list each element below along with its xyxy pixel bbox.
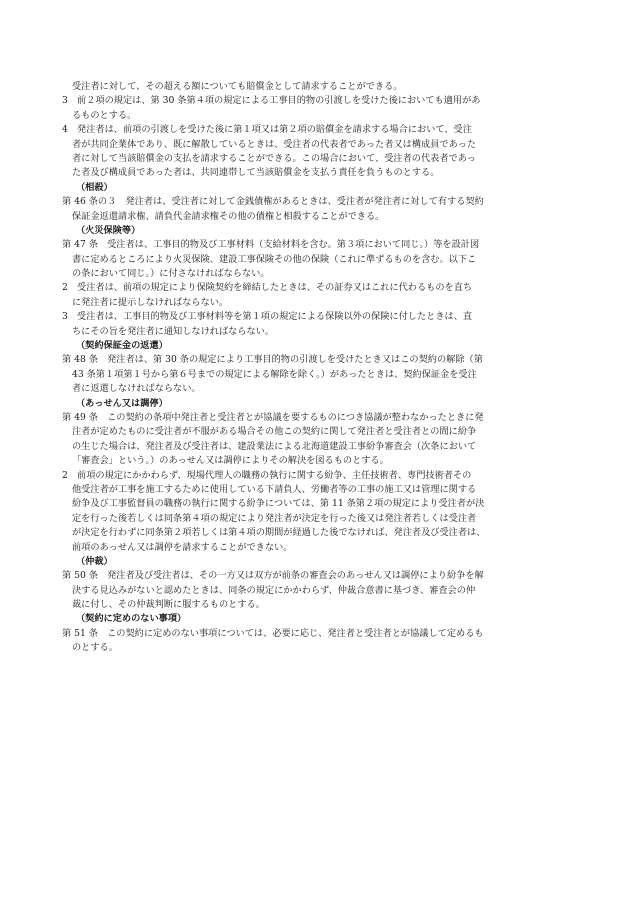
text-line: 前項のあっせん又は調停を請求することができない。	[72, 541, 293, 553]
article-51: 第 51 条 この契約に定めのない事項については、必要に応じ、発注者と受注者とが協議して定めるも	[62, 627, 484, 639]
text-line: 受注者に対して、その超える額についても賠償金として請求することができる。	[72, 81, 403, 92]
text-line: た者及び構成員であった者は、共同連帯して当該賠償金を支払う責任を負うものとする。	[72, 167, 440, 179]
text-line: 「審査会」という。）のあっせん又は調停によりその解決を図るものとする。	[72, 455, 389, 467]
text-line: 者に対して当該賠償金の支払を請求することができる。この場合において、受注者の代表者であっ	[72, 152, 476, 164]
text-line: 43 条第１項第１号から第６号までの規定による解除を除く。）があったときは、契約保証金を受注	[72, 368, 477, 380]
paragraph-2: 2 受注者は、前項の規定により保険契約を締結したときは、その証券又はこれに代わるものを直ち	[62, 282, 473, 294]
text-line: に発注者に提示しなければならない。	[72, 296, 229, 308]
text-line: の条において同じ。）に付さなければならない。	[72, 268, 270, 280]
paragraph-3: 3 前２項の規定は、第 30 条第４項の規定による工事目的物の引渡しを受けた後においても適用があ	[62, 95, 481, 107]
section-heading-undefined-matters: （契約に定めのない事項）	[76, 613, 187, 625]
text-line: 定を行った後若しくは同条第４項の規定により発注者が決定を行った後又は発注者若しくは受注者	[72, 512, 477, 524]
text-line: るものとする。	[72, 109, 137, 121]
article-47: 第 47 条 受注者は、工事目的物及び工事材料（支給材料を含む。第３項において同じ。）等を設計図	[62, 239, 480, 251]
text-line: のとする。	[72, 642, 118, 654]
text-line: ちにその旨を発注者に通知しなければならない。	[72, 325, 275, 337]
section-heading-sousai: （相殺）	[76, 181, 113, 193]
text-line: 裁に付し、その仲裁判断に服するものとする。	[72, 599, 265, 611]
text-line: 者が共同企業体であり、既に解散しているときは、受注者の代表者であった者又は構成員であった	[72, 138, 477, 150]
text-line: が決定を行わずに同条第２項若しくは第４項の期間が経過した後でなければ、発注者及び受注者は、	[72, 527, 486, 539]
text-line: 決する見込みがないと認めたときは、同条の規定にかかわらず、仲裁合意書に基づき、審査会の仲	[72, 584, 476, 596]
text-line: 書に定めるところにより火災保険、建設工事保険その他の保険（これに準ずるものを含む。以下こ	[72, 253, 477, 265]
article-46-3: 第 46 条の３ 発注者は、受注者に対して金銭債権があるときは、受注者が発注者に対して有する契約	[62, 196, 484, 208]
text-line: の生じた場合は、発注者及び受注者は、建設業法による北海道建設工事紛争審査会（次条において	[72, 440, 477, 452]
article-50: 第 50 条 発注者及び受注者は、その一方又は双方が前条の審査会のあっせん又は調停により紛争を解	[62, 570, 484, 582]
article-49: 第 49 条 この契約の条項中発注者と受注者とが協議を要するものにつき協議が整わなかったときに発	[62, 411, 484, 423]
paragraph-3: 3 受注者は、工事目的物及び工事材料等を第１項の規定による保険以外の保険に付したときは、直	[62, 311, 473, 323]
section-heading-arbitration: （仲裁）	[76, 555, 113, 567]
paragraph-2: 2 前項の規定にかかわらず、現場代理人の職務の執行に関する紛争、主任技術者、専門技術者その	[62, 469, 472, 481]
text-line: 注者が定めたものに受注者が不服がある場合その他この契約に関して発注者と受注者との間に紛争	[72, 426, 477, 438]
text-line: 紛争及び工事監督員の職務の執行に関する紛争については、第 11 条第２項の規定により受注者が決	[72, 498, 485, 510]
section-heading-mediation: （あっせん又は調停）	[76, 397, 168, 409]
article-48: 第 48 条 発注者は、第 30 条の規定により工事目的物の引渡しを受けたとき又はこの契約の解除（第	[62, 354, 483, 366]
section-heading-deposit-return: （契約保証金の返還）	[76, 340, 168, 352]
section-heading-fire-insurance: （火災保険等）	[76, 224, 141, 236]
text-line: 保証金返還請求権、請負代金請求権その他の債権と相殺することができる。	[72, 210, 385, 222]
text-line: 者に返還しなければならない。	[72, 383, 201, 395]
text-line: 他受注者が工事を施工するために使用している下請負人、労働者等の工事の施工又は管理に関する	[72, 483, 477, 495]
document-body	[62, 80, 572, 656]
paragraph-4: 4 発注者は、前項の引渡しを受けた後に第１項又は第２項の賠償金を請求する場合において、受注	[62, 124, 472, 136]
